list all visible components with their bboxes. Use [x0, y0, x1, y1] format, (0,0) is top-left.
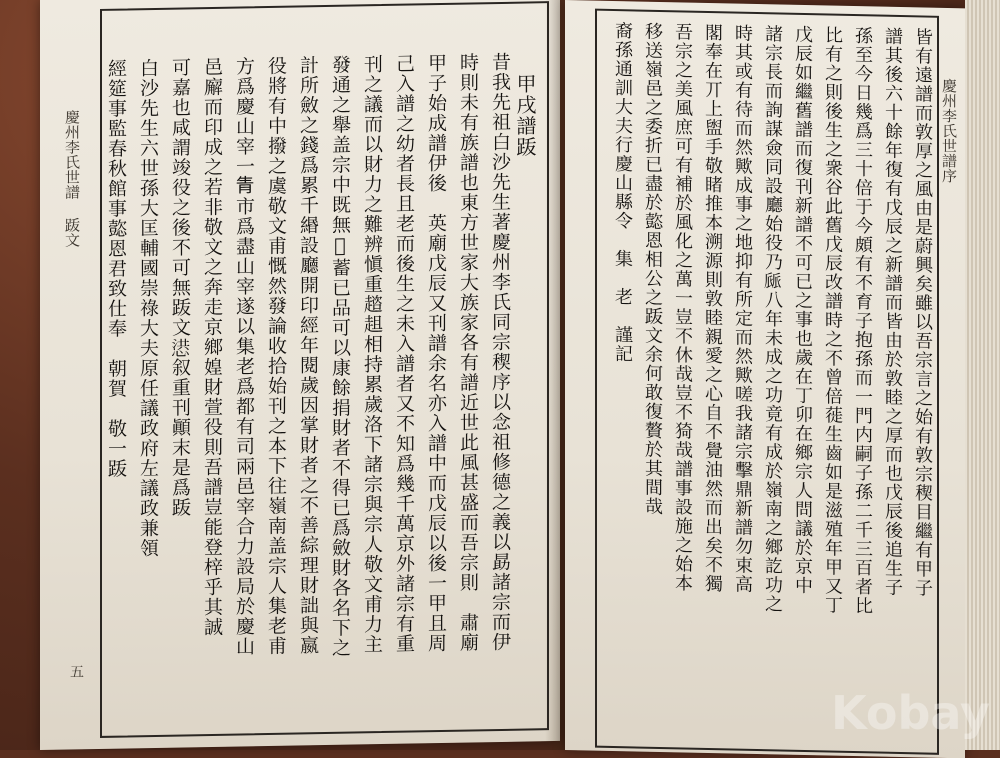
open-book	[40, 0, 1000, 750]
right_page-line: 諸宗長而詢謀僉同設廳始役乃𠃄八年未成之功竟有成於嶺南之鄉訖功之	[762, 24, 783, 614]
left-margin-title: 慶州李氏世譜 䟦文	[63, 109, 81, 248]
right_page-line: 皆有遠譜而敦厚之風由是蔚興矣雖以吾宗言之始有敦宗稧目繼有甲子	[912, 27, 933, 598]
right_page-line: 裔孫通訓大夫行慶山縣令 集 老 謹記	[612, 20, 633, 364]
left_page-line: 計所斂之錢爲累千緡設廳開印經年閱歲因掌財者之不善綜理財詘與嬴	[297, 55, 319, 656]
left_page-line: 甲子始成譜伊後 英廟戊辰又刊譜余名亦入譜中而戊辰以後一甲且周	[425, 52, 447, 654]
right_page-line: 譜其後六十餘年復有戊辰之新譜而皆由於敦睦之厚而也戊辰後追生子	[882, 26, 903, 598]
watermark-logo: Kobay	[831, 686, 990, 740]
left-folio: 五	[68, 664, 84, 679]
right_page-line: 閣奉在丌上盥手敬睹推本溯源則敦睦親愛之心自不覺油然而出矣不獨	[702, 22, 723, 594]
right-page-frame	[595, 9, 939, 755]
left-page-title: 甲戌譜䟦	[513, 73, 537, 158]
left_page-line: 可嘉也咸謂竣役之後不可無䟦文𢝳叙重刊顚末是爲䟦	[169, 57, 191, 518]
left_page-line: 方爲慶山宰一𤯝市爲盡山宰遂以集老爲都有司兩邑宰合力設局於慶山	[233, 56, 255, 657]
left_page-line: 經筵事監春秋館事㦤恩君致仕奉 朝賀 敬一䟦	[105, 58, 127, 479]
left_page-line: 邑廨而印成之若非敬文之奔走京鄉媓財萱役則吾譜豈能登梓乎其誠	[201, 56, 223, 638]
right_page-line: 戊辰如繼舊譜而復刊新譜不可已之事也歲在丁卯在鄉宗人問議於京中	[792, 24, 813, 596]
right_page-line: 移送嶺邑之委折已盡於㦤恩相公之䟦文余何敢復贅於其間哉	[642, 21, 663, 517]
right_page-line: 吾宗之美風庶可有補於風化之萬一豈不休哉豈不猗哉譜事設施之始本	[672, 22, 693, 593]
left_page-line: 刊之議而以財力之難辨愼重趦趄相持累歲洛下諸宗與宗人敬文甫力主	[361, 54, 383, 655]
left_page-line: 役將有中撥之虞敬文甫慨然發論收拾始刊之本下往嶺南盖宗人集老甫	[265, 55, 287, 657]
page-edges	[965, 0, 1000, 750]
right_page-line: 比有之則後生之衆谷此舊戊辰改譜時之不曾倍蓰生齒如是滋殖年甲又丁	[822, 25, 843, 615]
left_page-line: 發通之舉盖宗中既無𦋺蓄已品可以康餘捐財者不得已爲斂財各名下之	[329, 54, 351, 658]
right-page	[565, 0, 965, 758]
right-margin-title: 慶州李氏世譜序	[940, 77, 958, 184]
left_page-line: 白沙先生六世孫大匡輔國崇祿大夫原任議政府左議政兼領	[137, 57, 159, 559]
right_page-line: 時其或有待而然歟成事之地抑有所定而然歟嗟我諸宗擊鼎新譜勿束高	[732, 23, 753, 594]
left-page-frame	[100, 1, 549, 738]
left-page	[40, 0, 560, 750]
left_page-line: 昔我先祖白沙先生著慶州李氏同宗稧序以念祖修德之義以勗諸宗而伊	[489, 51, 511, 653]
right_page-line: 孫至今日幾爲三十倍于今頗有不育子抱孫而一門内嗣子孫二千三百者比	[852, 26, 873, 616]
left_page-line: 己入譜之幼者長且老而後生之未入譜者又不知爲幾千萬京外諸宗有重	[393, 53, 415, 654]
left_page-line: 時則未有族譜也東方世家大族家各有譜近世此風甚盛而吾宗則 肅廟	[457, 52, 479, 653]
